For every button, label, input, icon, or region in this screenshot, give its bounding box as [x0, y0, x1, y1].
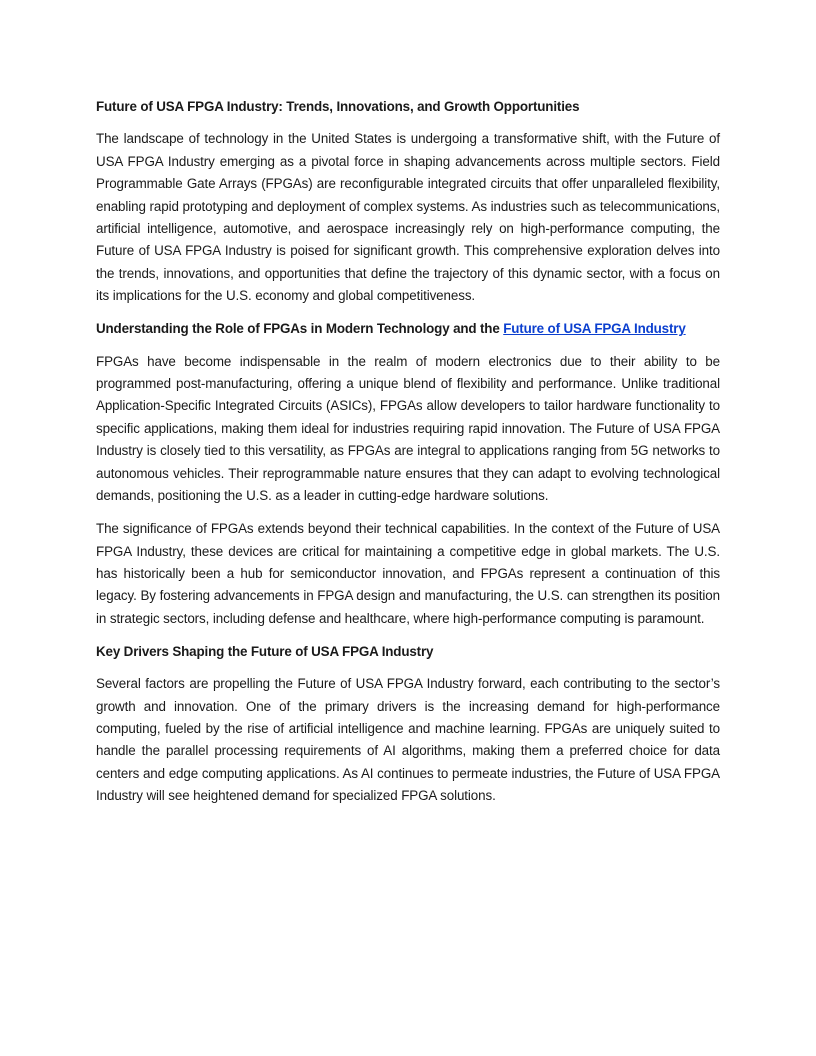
- paragraph-key-drivers: Several factors are propelling the Future of USA FPGA Industry forward, each contributing to the sector’s growth and innovation. One of the primary drivers is the increasing demand for high-performance computing, fueled by the rise of artificial intelligence and machine learning. FPGAs are uniquely suited to handle the parallel processing requirements of AI algorithms, making them a preferred choice for data centers and edge computing applications. As AI continues to permeate industries, the Future of USA FPGA Industry will see heightened demand for specialized FPGA solutions.: [96, 676, 720, 804]
- document-page: [96, 96, 720, 818]
- document-title: Future of USA FPGA Industry: Trends, Innovations, and Growth Opportunities: [96, 99, 580, 114]
- paragraph-fpga-significance: The significance of FPGAs extends beyond their technical capabilities. In the context of the Future of USA FPGA Industry, these devices are critical for maintaining a competitive edge in global markets. The U.S. has historically been a hub for semiconductor innovation, and FPGAs represent a continuation of this legacy. By fostering advancements in FPGA design and manufacturing, the U.S. can strengthen its position in strategic sectors, including defense and healthcare, where high-performance computing is paramount.: [96, 521, 720, 626]
- intro-paragraph: The landscape of technology in the United States is undergoing a transformative shift, with the Future of USA FPGA Industry emerging as a pivotal force in shaping advancements across multiple sectors. Field Programmable Gate Arrays (FPGAs) are reconfigurable integrated circuits that offer unparalleled flexibility, enabling rapid prototyping and deployment of complex systems. As industries such as telecommunications, artificial intelligence, automotive, and aerospace increasingly rely on high-performance computing, the Future of USA FPGA Industry is poised for significant growth. This comprehensive exploration delves into the trends, innovations, and opportunities that define the trajectory of this dynamic sector, with a focus on its implications for the U.S. economy and global competitiveness.: [96, 131, 720, 304]
- section-heading-text: Understanding the Role of FPGAs in Modern Technology and the: [96, 321, 504, 337]
- paragraph-fpgas-indispensable: FPGAs have become indispensable in the realm of modern electronics due to their ability to be programmed post-manufacturing, offering a unique blend of flexibility and performance. Unlike traditional Application-Specific Integrated Circuits (ASICs), FPGAs allow developers to tailor hardware functionality to specific applications, making them ideal for industries requiring rapid innovation. The Future of USA FPGA Industry is closely tied to this versatility, as FPGAs are integral to applications ranging from 5G networks to autonomous vehicles. Their reprogrammable nature ensures that they can adapt to evolving technological demands, positioning the U.S. as a leader in cutting-edge hardware solutions.: [96, 353, 720, 504]
- section-heading-role-of-fpgas: [96, 318, 720, 340]
- section-heading-key-drivers: Key Drivers Shaping the Future of USA FPGA Industry: [96, 643, 434, 659]
- future-of-usa-fpga-industry-link[interactable]: Future of USA FPGA Industry: [503, 321, 686, 337]
